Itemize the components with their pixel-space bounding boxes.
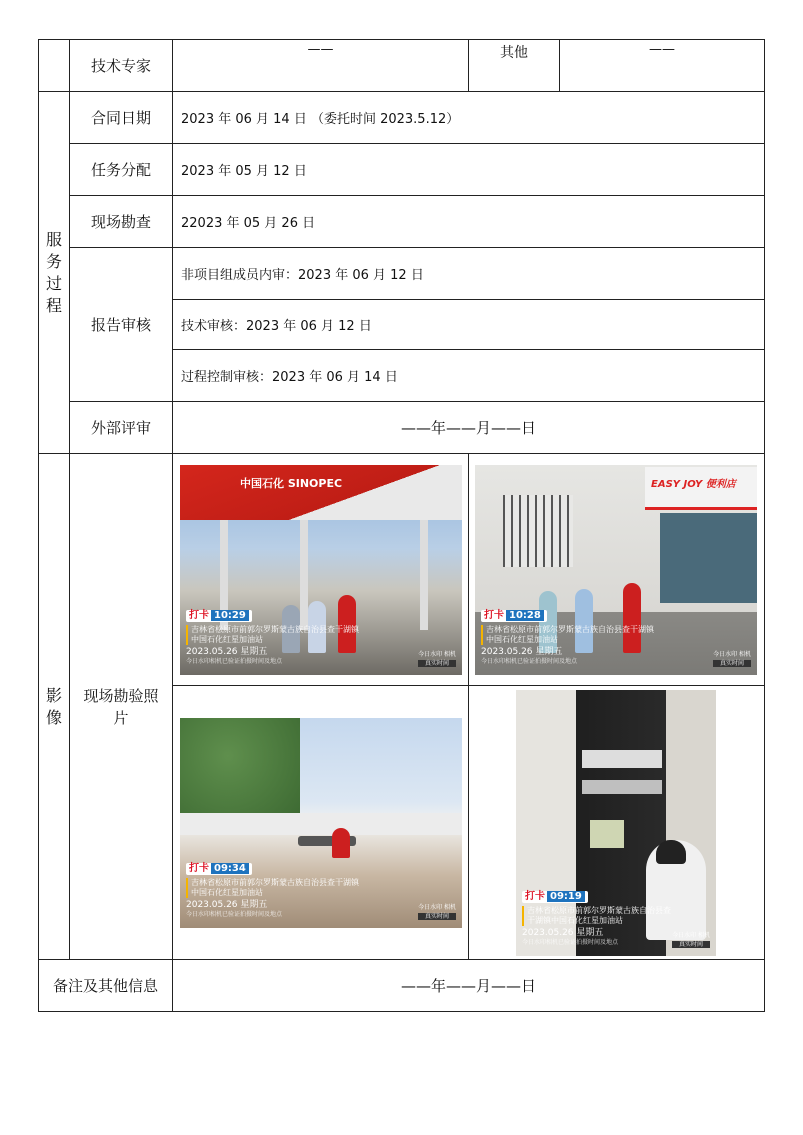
internal-review-value: 非项目组成员内审：2023 年 06 月 12 日 <box>173 248 765 300</box>
equipment-rack-photo: 打卡 09:19 吉林省松原市前郭尔罗斯蒙古族自治县查干湖镇中国石化红星加油站 2023.05.26 星期五 今日水印相机已验证拍摄时间及地点 今日水印 相机 真实时间 <box>516 690 716 956</box>
image-section: 影 像 <box>39 454 70 960</box>
photo-cell-4 <box>469 686 765 960</box>
sinopec-sign: 中国石化 SINOPEC <box>240 476 343 490</box>
site-survey-value: 22023 年 05 月 26 日 <box>173 196 765 248</box>
photo-cell-2 <box>469 454 765 686</box>
site-photos-label: 现场勘验照 片 <box>70 454 173 960</box>
report-review-label: 报告审核 <box>70 248 173 402</box>
expert-label: 技术专家 <box>70 40 173 92</box>
task-assign-value: 2023 年 05 月 12 日 <box>173 144 765 196</box>
photo-cell-3 <box>173 686 469 960</box>
convenience-store-photo: EASY JOY 便利店 打卡 10:28 吉林省松原市前郭尔罗斯蒙古族自治县查干湖镇中国石化红星加油站 2023.05.26 星期五 今日水印相机已验证拍摄时间及地点 今日水印 相机 真实时间 <box>475 465 757 675</box>
service-process-section: 服 务 过 程 <box>39 92 70 454</box>
notes-value: ——年——月——日 <box>173 960 765 1012</box>
technical-review-value: 技术审核：2023 年 06 月 12 日 <box>173 300 765 350</box>
gas-station-photo: 中国石化 SINOPEC 打卡 10:29 吉林省松原市前郭尔罗斯蒙古族自治县查干湖镇中国石化红星加油站 2023.05.26 星期五 今日水印相机已验证拍摄时间及地点 今日水印 相机 真实时间 <box>180 465 462 675</box>
easyjoy-sign: EASY JOY 便利店 <box>651 478 736 490</box>
other-value: —— <box>560 40 765 92</box>
notes-label: 备注及其他信息 <box>39 960 173 1012</box>
photo-cell-1 <box>173 454 469 686</box>
task-assign-label: 任务分配 <box>70 144 173 196</box>
external-review-label: 外部评审 <box>70 402 173 454</box>
contract-date-label: 合同日期 <box>70 92 173 144</box>
process-control-review-value: 过程控制审核：2023 年 06 月 14 日 <box>173 350 765 402</box>
contract-date-value: 2023 年 06 月 14 日 （委托时间 2023.5.12） <box>173 92 765 144</box>
tank-area-photo: 打卡 09:34 吉林省松原市前郭尔罗斯蒙古族自治县查干湖镇中国石化红星加油站 2023.05.26 星期五 今日水印相机已验证拍摄时间及地点 今日水印 相机 真实时间 <box>180 718 462 928</box>
expert-value: —— <box>173 40 469 92</box>
service-record-table <box>38 39 765 1012</box>
other-label: 其他 <box>469 40 560 92</box>
blank-cell <box>39 40 70 92</box>
external-review-value: ——年——月——日 <box>173 402 765 454</box>
site-survey-label: 现场勘查 <box>70 196 173 248</box>
